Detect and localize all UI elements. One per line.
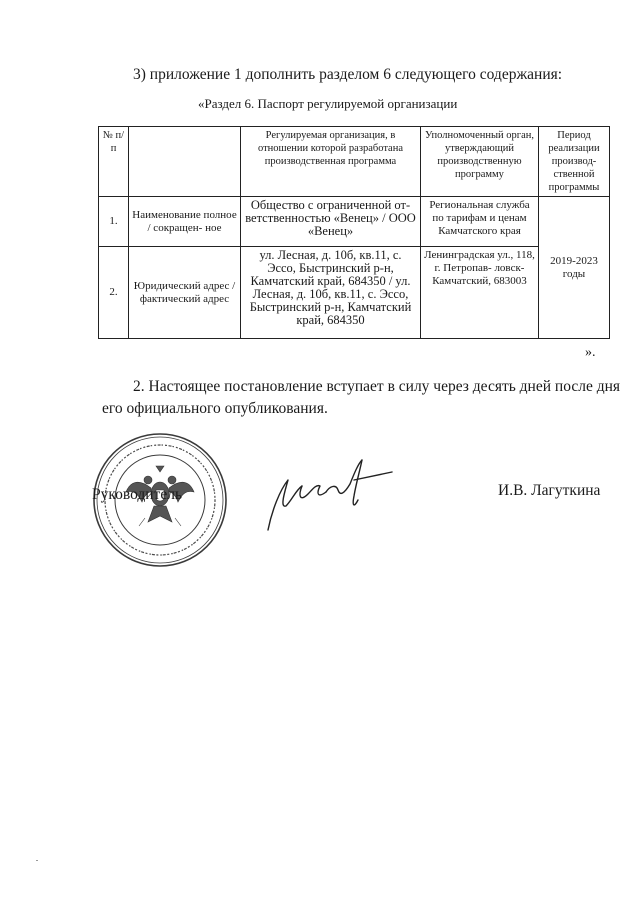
row-authority-value: Ленинградская ул., 118, г. Петропав- ловск-Камчатский, 683003 [421, 247, 539, 339]
header-authority: Уполномоченный орган, утверждающий производственную программу [421, 127, 539, 197]
row-org-value: Общество с ограниченной от- ветственностью «Венец» / ООО «Венец» [241, 197, 421, 247]
row-authority-value: Региональная служба по тарифам и ценам Камчатского края [421, 197, 539, 247]
row-field-name: Наименование полное / сокращен- ное [129, 197, 241, 247]
passport-table [98, 126, 610, 339]
header-org: Регулируемая организация, в отношении которой разработана производственная программа [241, 127, 421, 197]
header-blank [129, 127, 241, 197]
scan-speck [36, 860, 38, 861]
section-title: «Раздел 6. Паспорт регулируемой организации [198, 96, 458, 111]
handwritten-signature [258, 450, 398, 540]
intro-text: 3) приложение 1 дополнить разделом 6 следующего содержания: [133, 66, 563, 83]
signature-title: Руководитель [92, 486, 183, 503]
row-num: 2. [99, 247, 129, 339]
header-period: Период реализации производ- ственной программы [539, 127, 610, 197]
row-org-value: ул. Лесная, д. 10б, кв.11, с. Эссо, Быстринский р-н, Камчатский край, 684350 / ул. Лесная, д. 10б, кв.11, с. Эссо, Быстринский р-н, Камчатский край, 684350 [241, 247, 421, 339]
closing-quote: ». [585, 345, 596, 360]
paragraph-2 [102, 376, 622, 420]
table-row [99, 197, 610, 247]
paragraph-2-text: 2. Настоящее постановление вступает в силу через десять дней после дня его официального опубликования. [102, 378, 621, 417]
signer-name: И.В. Лагуткина [498, 482, 601, 499]
row-num: 1. [99, 197, 129, 247]
table-row [99, 247, 610, 339]
row-field-name: Юридический адрес / фактический адрес [129, 247, 241, 339]
period-value: 2019-2023 годы [539, 197, 610, 339]
table-header-row [99, 127, 610, 197]
header-num: № п/п [99, 127, 129, 197]
